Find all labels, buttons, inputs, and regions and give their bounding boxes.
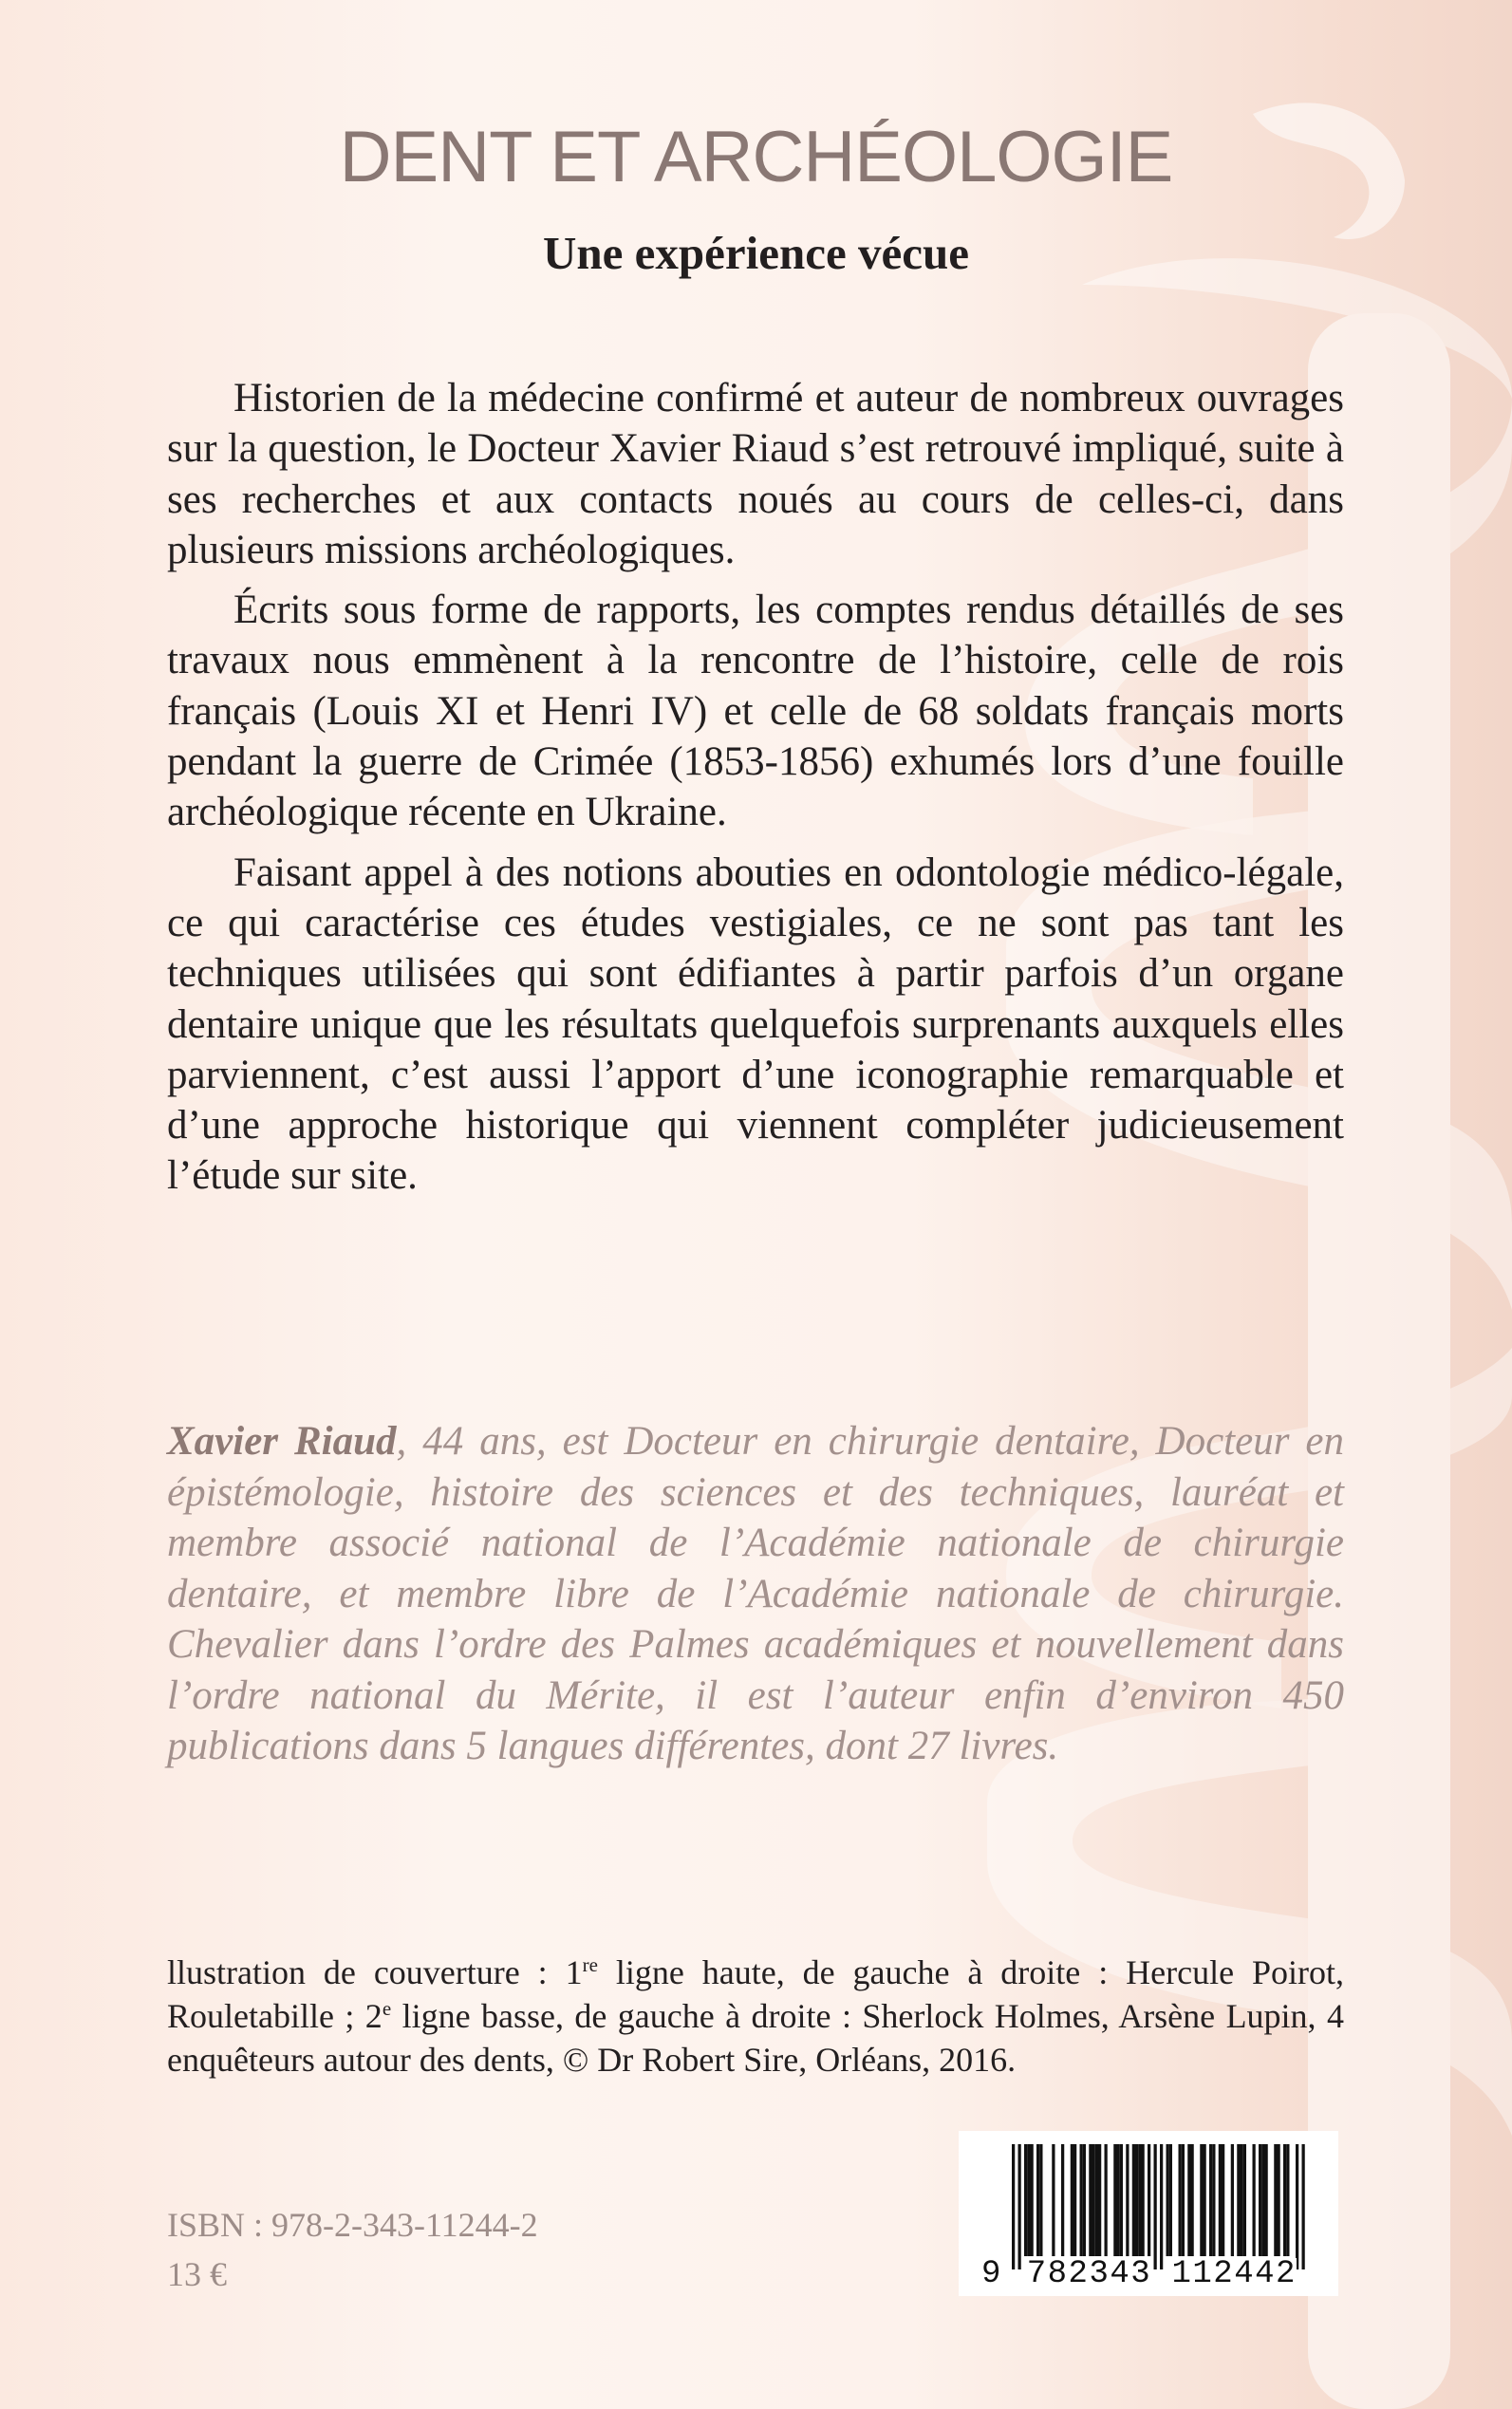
- barcode-bar: [1259, 2144, 1261, 2256]
- isbn: ISBN : 978-2-343-11244-2: [167, 2206, 538, 2244]
- credit-text: ligne basse, de gauche à droite : Sherlock Holmes, Arsène Lupin, 4 enquêteurs autour des dents, © Dr Robert Sire, Orléans, 2016.: [167, 1997, 1344, 2079]
- barcode-bar: [1031, 2144, 1034, 2256]
- barcode-bar: [1241, 2144, 1243, 2256]
- barcode-bar: [1187, 2144, 1190, 2256]
- barcode-bar: [1092, 2144, 1095, 2256]
- book-subtitle: Une expérience vécue: [543, 227, 969, 279]
- barcode-bar: [1169, 2144, 1172, 2256]
- barcode-bar: [1261, 2144, 1264, 2256]
- summary-text: [167, 373, 1344, 1211]
- barcode-bar: [1095, 2144, 1098, 2256]
- barcode-bar: [1296, 2144, 1298, 2269]
- barcode-bar: [1105, 2144, 1108, 2256]
- barcode-bar: [1154, 2144, 1157, 2269]
- credit-text: llustration de couverture : 1: [167, 1953, 583, 1991]
- barcode-bar: [1191, 2144, 1194, 2256]
- barcode-bar: [1237, 2144, 1240, 2256]
- barcode-bar: [1302, 2144, 1305, 2269]
- barcode-bar: [1098, 2144, 1101, 2256]
- barcode-bar: [1231, 2144, 1234, 2256]
- barcode-bar: [1126, 2144, 1129, 2256]
- barcode-bar: [1274, 2144, 1277, 2256]
- barcode-bar: [1117, 2144, 1120, 2256]
- barcode-bar: [1283, 2144, 1286, 2256]
- barcode-bar: [1200, 2144, 1203, 2256]
- barcode-bar: [1278, 2144, 1280, 2256]
- barcode-bar: [1135, 2144, 1138, 2256]
- barcode-bar: [1222, 2144, 1224, 2256]
- barcode-bar: [1073, 2144, 1076, 2256]
- barcode-bar: [1212, 2144, 1215, 2256]
- author-bio: [167, 1416, 1344, 1772]
- barcode-bar: [1024, 2144, 1027, 2256]
- barcode-bar: [1138, 2144, 1141, 2256]
- barcode-bar: [1089, 2144, 1092, 2256]
- barcode-bar: [1018, 2144, 1021, 2269]
- book-title: DENT ET ARCHÉOLOGIE: [339, 117, 1173, 197]
- barcode-bar: [1071, 2144, 1073, 2256]
- author-name: Xavier Riaud: [167, 1419, 397, 1464]
- barcode-bar: [1219, 2144, 1222, 2256]
- summary-paragraph: Écrits sous forme de rapports, les comptes rendus détaillés de ses travaux nous emmènent à la rencontre de l’histoire, celle de rois français (Louis XI et Henri IV) et celle de 68 soldats français morts pendant la guerre de Crimée (1853-1856) exhumés lors d’une fouille archéologique récente en Ukraine.: [167, 588, 1344, 835]
- credit-text: ligne haute, de gauche à droite : Hercule Poirot, Rouletabille ; 2: [167, 1953, 1344, 2035]
- barcode-bar: [1052, 2144, 1055, 2256]
- barcode: [959, 2131, 1338, 2296]
- summary-paragraph: Faisant appel à des notions abouties en odontologie médico-légale, ce qui caractérise ces études vestigiales, ce ne sont pas tant les techniques utilisées qui sont édifiantes à partir parfois d’un organe dentaire unique que les résultats quelquefois surprenants auxquels elles parviennent, c’est aussi l’apport d’une iconographie remarquable et d’une approche historique qui viennent compléter judicieusement l’étude sur site.: [167, 850, 1344, 1199]
- credit-superscript: re: [582, 1953, 598, 1976]
- barcode-bar: [1142, 2144, 1145, 2256]
- barcode-bar: [1083, 2144, 1086, 2256]
- author-bio-text: , 44 ans, est Docteur en chirurgie dentaire, Docteur en épistémologie, histoire des sciences et des techniques, lauréat et membre associé national de l’Académie nationale de chirurgie dentaire, et membre libre de l’Académie nationale de chirurgie. Chevalier dans l’ordre des Palmes académiques et nouvellement dans l’ordre national du Mérite, il est l’auteur enfin d’environ 450 publications dans 5 langues différentes, dont 27 livres.: [167, 1419, 1344, 1768]
- barcode-bar: [1080, 2144, 1083, 2256]
- barcode-bar: [1132, 2144, 1135, 2256]
- barcode-digit-group: 9: [981, 2256, 1002, 2292]
- barcode-bar: [1209, 2144, 1212, 2256]
- barcode-bar: [1243, 2144, 1246, 2256]
- barcode-bar: [1204, 2144, 1206, 2256]
- summary-paragraph: Historien de la médecine confirmé et auteur de nombreux ouvrages sur la question, le Docteur Xavier Riaud s’est retrouvé impliqué, suite à ses recherches et aux contacts noués au cours de celles-ci, dans plusieurs missions archéologiques.: [167, 376, 1344, 572]
- barcode-bar: [1286, 2144, 1289, 2256]
- barcode-bar: [1027, 2144, 1030, 2256]
- barcode-bar: [1120, 2144, 1123, 2256]
- barcode-bar: [1113, 2144, 1116, 2256]
- barcode-bar: [1039, 2144, 1042, 2256]
- price: 13 €: [167, 2255, 227, 2293]
- barcode-bar: [1253, 2144, 1256, 2256]
- barcode-bar: [1036, 2144, 1039, 2256]
- barcode-bar: [1265, 2144, 1268, 2256]
- barcode-bar: [1179, 2144, 1182, 2256]
- barcode-bar: [1160, 2144, 1163, 2269]
- barcode-digit-group: 782343: [1026, 2256, 1152, 2292]
- barcode-bar: [1182, 2144, 1185, 2256]
- barcode-bar: [1012, 2144, 1015, 2269]
- cover-illustration-credit: [167, 1951, 1344, 2082]
- barcode-bar: [1148, 2144, 1150, 2256]
- barcode-bar: [1061, 2144, 1064, 2256]
- isbn-price-block: [167, 2200, 538, 2299]
- credit-superscript: e: [382, 1997, 392, 2020]
- barcode-digit-group: 112442: [1171, 2256, 1297, 2292]
- barcode-bar: [1167, 2144, 1169, 2256]
